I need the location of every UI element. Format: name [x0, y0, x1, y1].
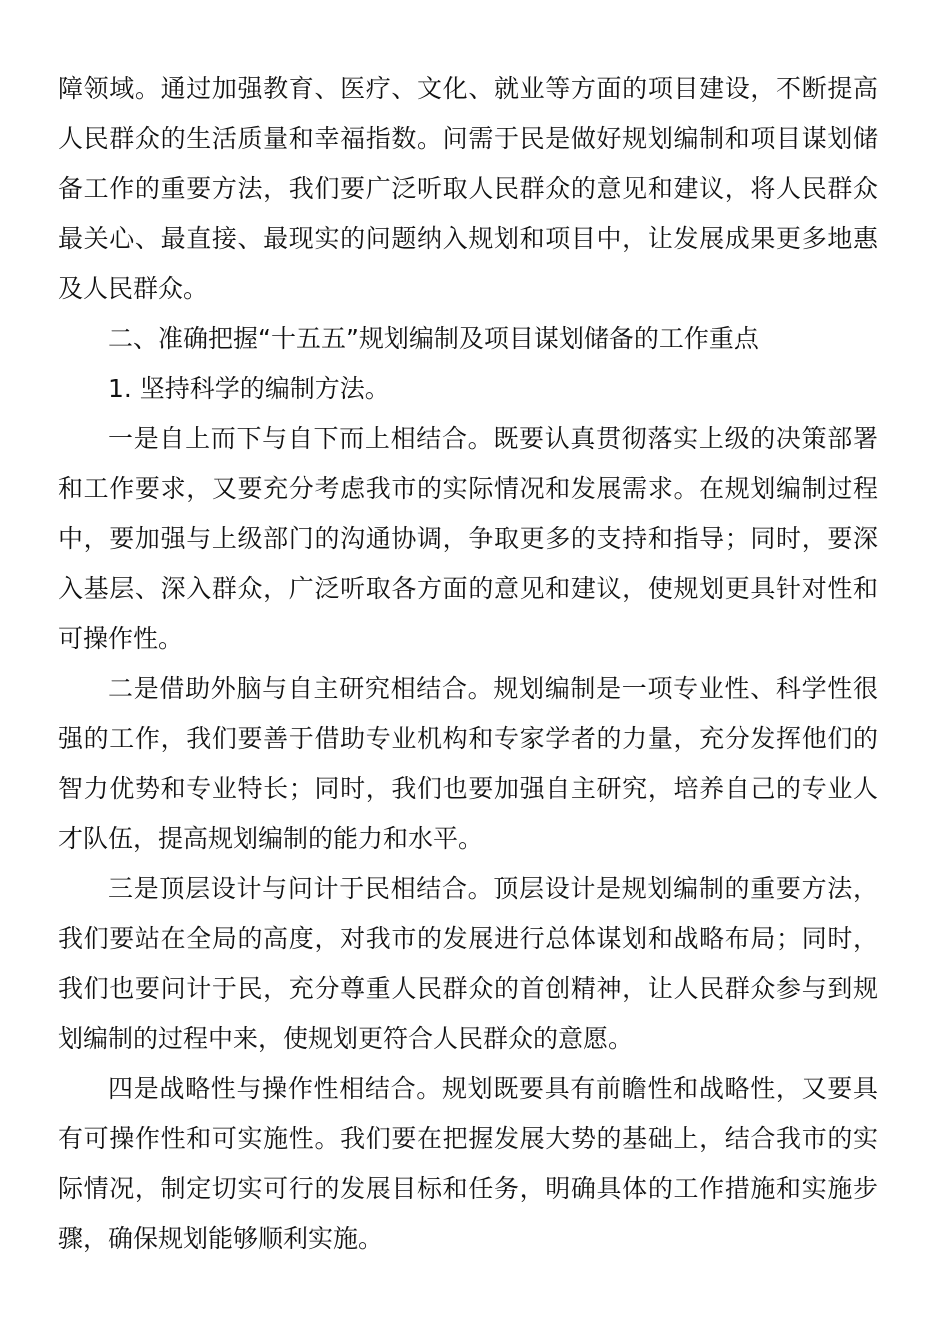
section-heading: 二、准确把握“十五五”规划编制及项目谋划储备的工作重点	[108, 324, 759, 353]
paragraph-point-1: 一是自上而下与自下而上相结合。既要认真贯彻落实上级的决策部署和工作要求，又要充分考虑我市的实际情况和发展需求。在规划编制过程中，要加强与上级部门的沟通协调，争取更多的支持和指导；同时，要深入基层、深入群众，广泛听取各方面的意见和建议，使规划更具针对性和可操作性。	[58, 424, 878, 653]
paragraph-point-2: 二是借助外脑与自主研究相结合。规划编制是一项专业性、科学性很强的工作，我们要善于借助专业机构和专家学者的力量，充分发挥他们的智力优势和专业特长；同时，我们也要加强自主研究，培养自己的专业人才队伍，提高规划编制的能力和水平。	[58, 674, 878, 853]
paragraph-point-3: 三是顶层设计与问计于民相结合。顶层设计是规划编制的重要方法，我们要站在全局的高度，对我市的发展进行总体谋划和战略布局；同时，我们也要问计于民，充分尊重人民群众的首创精神，让人民群众参与到规划编制的过程中来，使规划更符合人民群众的意愿。	[58, 874, 878, 1053]
subsection-heading: 1. 坚持科学的编制方法。	[108, 374, 390, 403]
paragraph-point-4: 四是战略性与操作性相结合。规划既要具有前瞻性和战略性，又要具有可操作性和可实施性。我们要在把握发展大势的基础上，结合我市的实际情况，制定切实可行的发展目标和任务，明确具体的工作措施和实施步骤，确保规划能够顺利实施。	[58, 1074, 878, 1253]
paragraph-continuation: 障领域。通过加强教育、医疗、文化、就业等方面的项目建设，不断提高人民群众的生活质量和幸福指数。问需于民是做好规划编制和项目谋划储备工作的重要方法，我们要广泛听取人民群众的意见和建议，将人民群众最关心、最直接、最现实的问题纳入规划和项目中，让发展成果更多地惠及人民群众。	[58, 74, 878, 303]
document-body	[58, 64, 878, 1264]
